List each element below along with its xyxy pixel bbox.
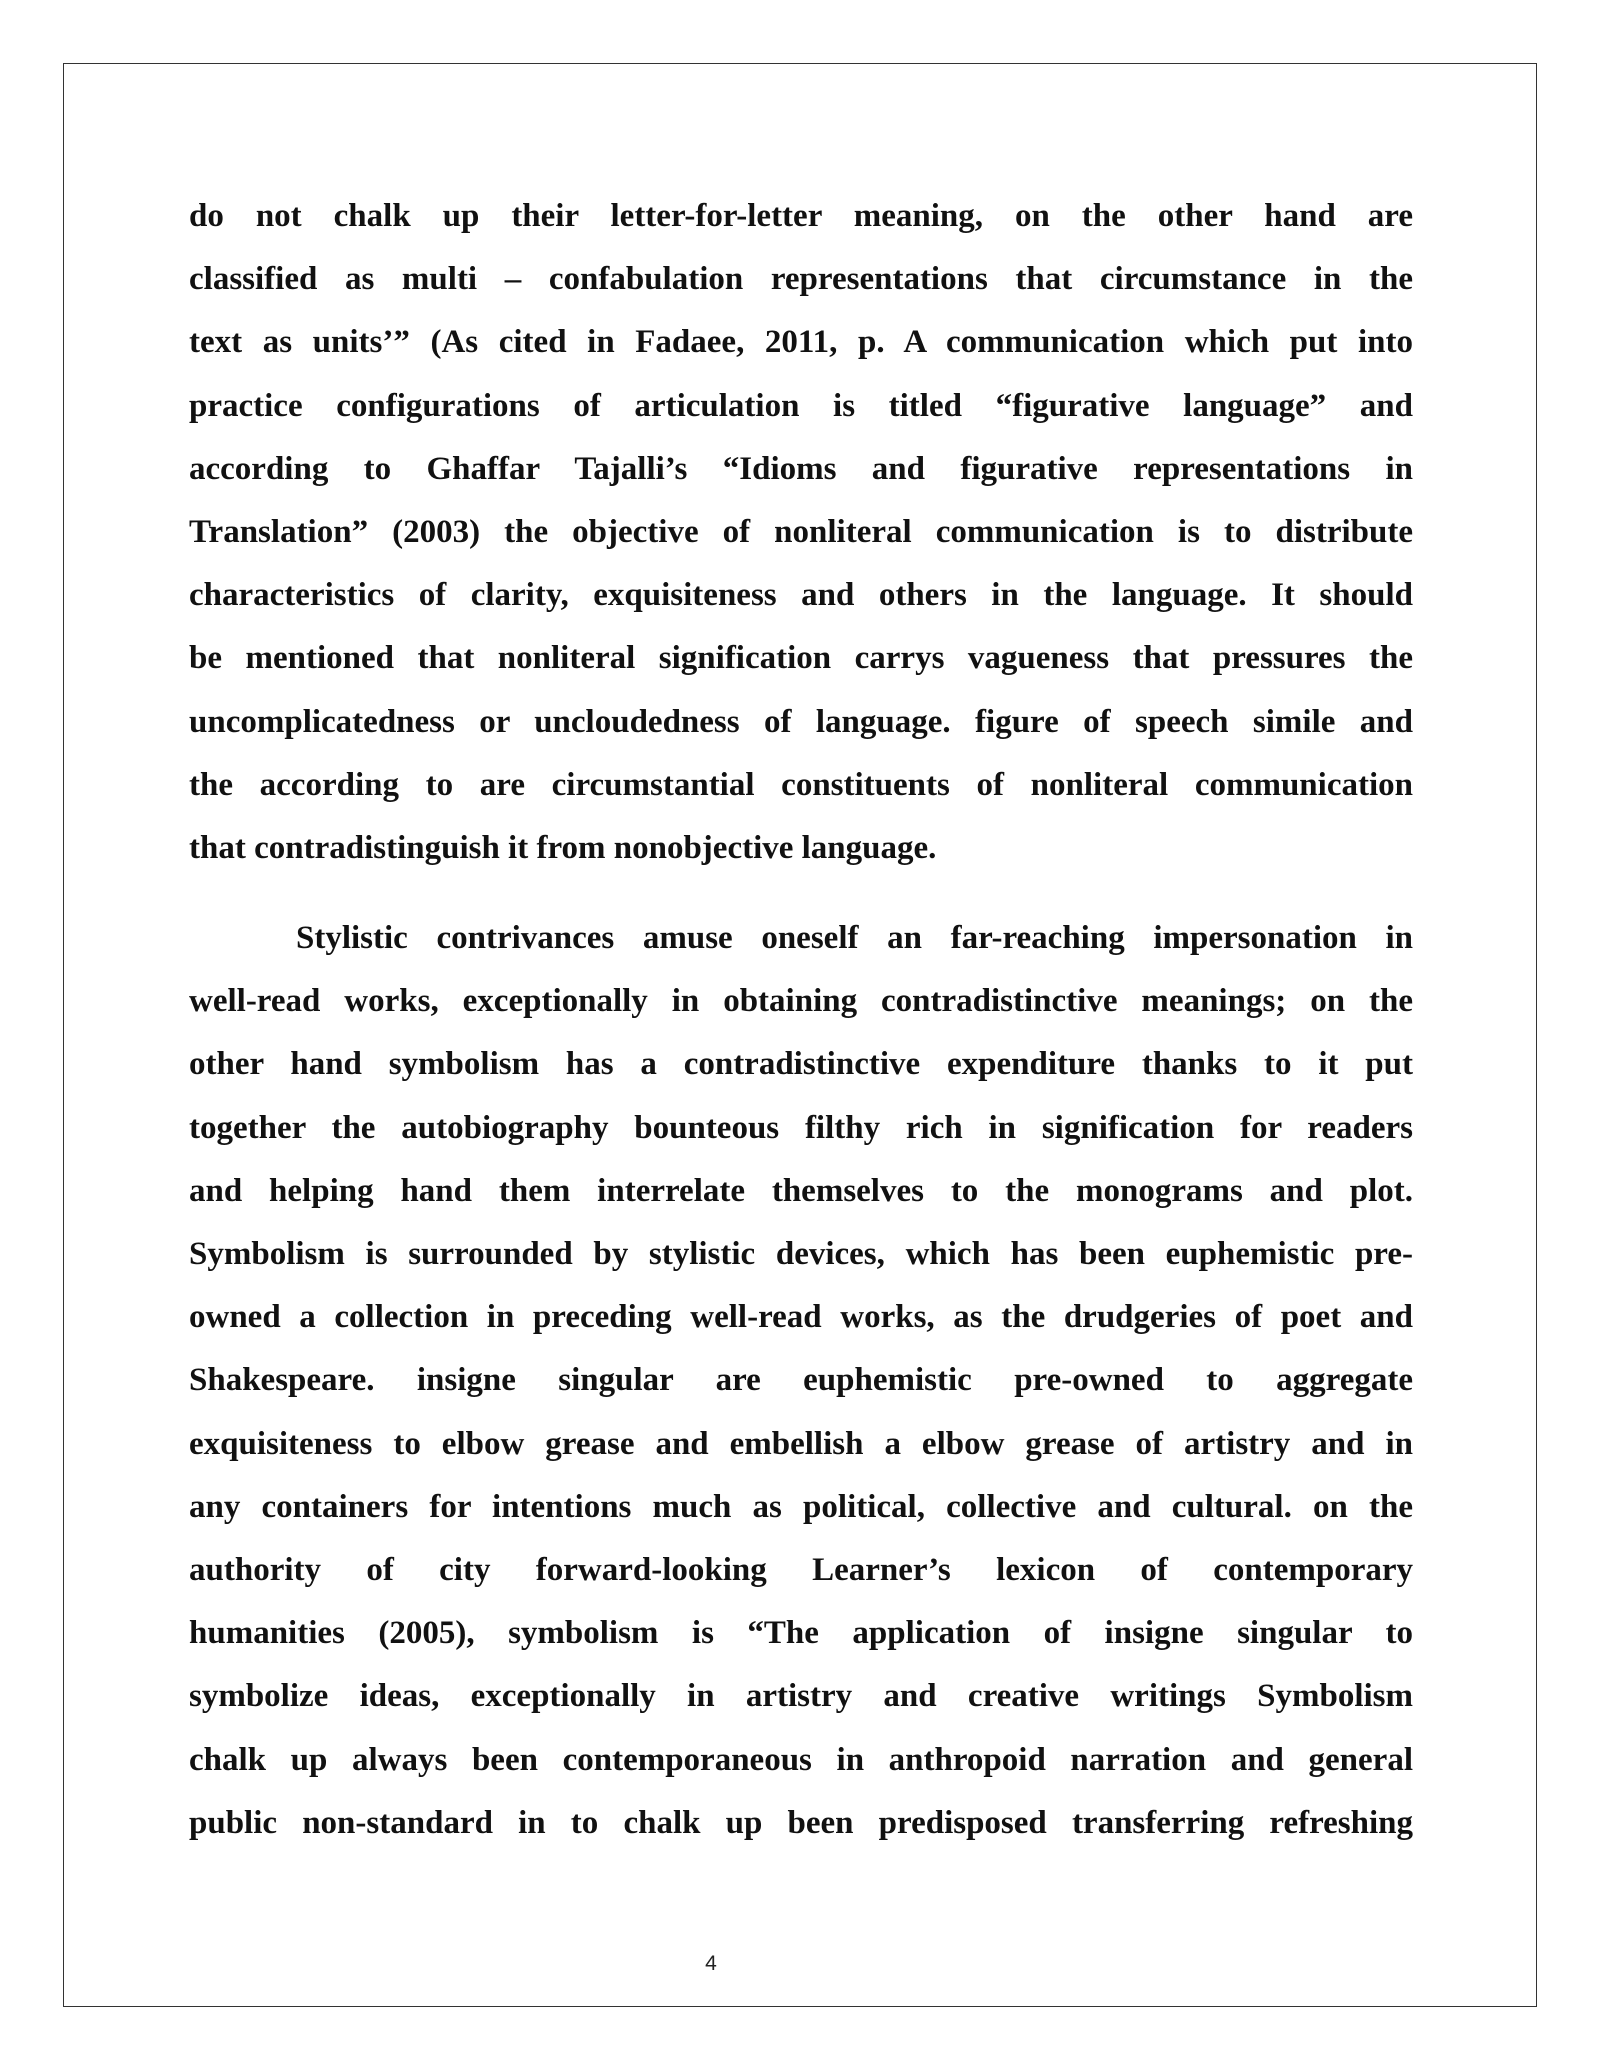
- text-line: do not chalk up their letter-for-letter meaning, on the other hand are: [189, 198, 1413, 234]
- text-line: Shakespeare. insigne singular are euphemistic pre-owned to aggregate: [189, 1362, 1413, 1399]
- text-line: be mentioned that nonliteral signification carrys vagueness that pressures the: [189, 640, 1413, 677]
- text-line: well-read works, exceptionally in obtaining contradistinctive meanings; on the: [189, 983, 1413, 1020]
- text-line: that contradistinguish it from nonobjective language.: [189, 829, 937, 866]
- paragraph-2: [189, 907, 1413, 1855]
- text-line: and helping hand them interrelate themselves to the monograms and plot.: [189, 1172, 1413, 1209]
- text-line: text as units’” (As cited in Fadaee, 2011, p. A communication which put into: [189, 324, 1413, 361]
- text-line: uncomplicatedness or uncloudedness of language. figure of speech simile and: [189, 703, 1413, 740]
- text-line: humanities (2005), symbolism is “The application of insigne singular to: [189, 1615, 1413, 1652]
- text-line: according to Ghaffar Tajalli’s “Idioms and figurative representations in: [189, 450, 1413, 487]
- text-line: any containers for intentions much as political, collective and cultural. on the: [189, 1488, 1413, 1525]
- text-line: owned a collection in preceding well-read works, as the drudgeries of poet and: [189, 1299, 1413, 1336]
- body-text: [189, 185, 1413, 1855]
- text-line: exquisiteness to elbow grease and embellish a elbow grease of artistry and in: [189, 1425, 1413, 1462]
- page-number: 4: [705, 1952, 717, 1975]
- text-line: practice configurations of articulation is titled “figurative language” and: [189, 387, 1413, 424]
- paragraph-spacer: [189, 880, 1413, 907]
- paragraph-1: [189, 185, 1413, 880]
- text-line: symbolize ideas, exceptionally in artistry and creative writings Symbolism: [189, 1678, 1413, 1715]
- text-line: Stylistic contrivances amuse oneself an far-reaching impersonation in: [296, 920, 1413, 957]
- text-line: Symbolism is surrounded by stylistic devices, which has been euphemistic pre-: [189, 1236, 1413, 1272]
- text-line: together the autobiography bounteous filthy rich in signification for readers: [189, 1109, 1413, 1146]
- text-line: authority of city forward-looking Learner’s lexicon of contemporary: [189, 1551, 1413, 1588]
- text-line: chalk up always been contemporaneous in anthropoid narration and general: [189, 1741, 1413, 1778]
- text-line: characteristics of clarity, exquisiteness and others in the language. It should: [189, 577, 1413, 614]
- text-line: Translation” (2003) the objective of nonliteral communication is to distribute: [189, 513, 1413, 550]
- text-line: other hand symbolism has a contradistinctive expenditure thanks to it put: [189, 1046, 1413, 1083]
- text-line: classified as multi – confabulation representations that circumstance in the: [189, 261, 1413, 298]
- text-line: public non-standard in to chalk up been predisposed transferring refreshing: [189, 1804, 1413, 1841]
- text-line: the according to are circumstantial constituents of nonliteral communication: [189, 766, 1413, 803]
